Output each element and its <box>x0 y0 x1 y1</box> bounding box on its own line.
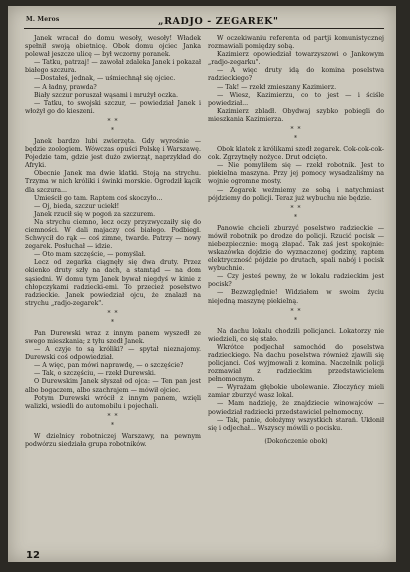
paragraph: — Nie pomyliłem się — rzekł robotnik. Jest to piekielna maszyna. Przy jej pomocy wysadzaliśmy na wojnie ogromne mosty. <box>208 162 384 186</box>
paragraph: Na dachu lokalu chodzili policjanci. Lokatorzy nie wiedzieli, co się stało. <box>208 327 384 343</box>
paragraph: — Czy jesteś pewny, że w lokalu radzieckim jest pocisk? <box>208 273 384 289</box>
paragraph: — Tatku, to swojski szczur, — powiedział Janek i włożył go do kieszeni. <box>25 99 201 115</box>
paragraph: — A więc druty idą do komina poselstwa radzieckiego? <box>208 67 384 83</box>
paragraph: W dzielnicy robotniczej Warszawy, na pewnym podwórzu siedziała grupa robotników. <box>25 432 201 448</box>
paragraph: Janek bardzo lubi zwierzęta. Gdy wyrośnie — będzie zoologiem. Wówczas opuści Polskę i Warszawę. Pojedzie tam, gdzie jest dużo zwierząt, naprzykład do Afryki. <box>25 137 201 170</box>
section-divider-stars: * * * <box>107 309 119 326</box>
story-title: „RADJO - ZEGAREK" <box>158 16 279 27</box>
left-section-1 <box>25 35 201 116</box>
paragraph: — Zegarek weźmiemy ze sobą i natychmiast pójdziemy do policji. Teraz już wybuchu nie będzie. <box>208 186 384 202</box>
left-section-2 <box>25 138 201 308</box>
section-divider-stars: * * * <box>107 412 119 429</box>
section-divider-stars: * * * <box>290 126 302 143</box>
paragraph: — A ładny, prawda? <box>34 83 97 91</box>
paragraph: Obok klatek z królikami szedł zegarek. Cok-cok-cok-cok. Zgrzytnęły nożyce. Drut odcięto. <box>208 146 384 162</box>
paragraph: — Mam nadzieję, że znajdziecie winowajców — powiedział radziecki przedstawiciel pełnomocny. <box>208 400 384 416</box>
left-section-4 <box>25 433 201 449</box>
section-divider-stars: * * * <box>290 307 302 324</box>
author-name: M. Meros <box>26 16 60 23</box>
paragraph: — Tatku, patrzaj! — zawołał zdaleka Janek i pokazał białego szczura. <box>25 59 201 75</box>
paragraph: Janek rzucił się w pogoń za szczurem. <box>34 210 156 218</box>
magazine-page <box>8 6 396 562</box>
paragraph: Janek wracał do domu wesoły, wesoły! Władek spełnił swoją obietnicę. Obok domu ojciec Janka polewał jeszcze ulicę — był wczorny poranek. <box>25 35 201 59</box>
paragraph: Umieścił go tam. Raptem coś skoczyło... <box>34 194 163 202</box>
right-section-4 <box>208 328 384 433</box>
right-section-3 <box>208 225 384 306</box>
paragraph: Na strychu ciemno, lecz oczy przyzwyczaiły się do ciemności. W dali majaczy coś białego. Podbiegł. Schwycił do rąk — coś zimne, twarde. Patrzy — nowy zegarek. Posłuchał — idzie. <box>25 218 201 251</box>
paragraph: Panowie chcieli zburzyć poselstwo radzieckie — mówił robotnik po drodze do policji. Rzucić pocisk — niebezpiecznie: mogą złapać. Tak zaś jest spokojnie: wskazówka dojdzie do wyznaczonej godziny, raptem elektryczność pójdzie po drutach, spali nabój i pocisk wybuchnie. <box>208 224 384 273</box>
paragraph: Wkrótce podjechał samochód do poselstwa radzieckiego. Na dachu poselstwa również zjawili się policjanci. Coś wyjmowali z komina. Naczelnik policji rozmawiał z radzieckim przedstawicielem pełnomocnym. <box>208 343 384 384</box>
section-divider-stars: * * * <box>290 204 302 221</box>
paragraph: Kazimierz zbladł. Obydwaj szybko pobiegli do mieszkania Kazimierza. <box>208 107 384 123</box>
paragraph: O Durewskim Janek słyszał od ojca: — Ten pan jest albo bogaczem, albo szachrajem — mówił ojciec. <box>25 378 201 394</box>
paragraph: W oczekiwaniu referenta od partji komunistycznej rozmawiali pomiędzy sobą. <box>208 35 384 51</box>
paragraph: Kazimierz opowiedział towarzyszowi o Jankowym „radjo-zegarku". <box>208 51 384 67</box>
paragraph: Potym Durewski wrócił z innym panem, wzięli walizki, wsiedli do automobilu i pojechali. <box>25 394 201 410</box>
paragraph: — Bezwzględnie! Widziałem w swoim życiu niejedną maszynę piekielną. <box>208 289 384 305</box>
right-section-2 <box>208 146 384 203</box>
paragraph: — A więc, pan mówi naprawdę, — o szczęście? <box>34 362 184 370</box>
paragraph: Pan Durewski wraz z innym panem wyszedł ze swego mieszkania; z tyłu szedł Janek. <box>25 329 201 345</box>
left-column <box>25 35 201 449</box>
right-section-1 <box>208 35 384 124</box>
right-column <box>208 35 384 446</box>
paragraph: — Oj, bieda, szczur uciekł! <box>34 202 120 210</box>
paragraph: Biały szczur poruszał wąsami i mrużył oczka. <box>34 91 178 99</box>
paragraph: — Wyrażam głębokie ubolewanie. Złoczyńcy mieli zamiar zburzyć wasz lokal. <box>208 384 384 400</box>
paragraph: — Tak! — rzekł zmieszany Kazimierz. <box>217 83 337 91</box>
paragraph: — Tak, panie, dołożymy wszystkich starań. Ukłonił się i odjechał... Wszyscy mówili o pocisku. <box>208 416 384 432</box>
page-number: 12 <box>26 550 40 561</box>
paragraph: — Oto mam szczęście, — pomyślał. <box>34 251 146 259</box>
paragraph: Obecnie Janek ma dwie klatki. Stoją na strychu. Trzyma w nich króliki i świnki morskie. Ogrodził kącik dla szczura... <box>25 170 201 194</box>
paragraph: — Tak, o szczęściu, — rzekł Durewski. <box>34 370 156 378</box>
paragraph: Lecz od zegarka ciągnęły się dwa druty. Przez okienko druty szły na dach, a stamtąd — na dom sąsiedni. W domu tym Janek bywał niegdyś w kinie z chłopczykami radziecki-emi. To przecież posełstwo radzieckie. Janek powiedział ojcu, że znalazł na strychu „radjo-zegarek". <box>25 259 201 307</box>
paragraph: — A czyje to są króliki? — spytał nieznajomy. Durewski coś odpowiedział. <box>25 346 201 362</box>
paragraph: — Wiesz, Kazimierzu, co to jest — i ściśle powiedział... <box>208 91 384 107</box>
paragraph: —Dostałeś, jednak, — uśmiechnął się ojciec. <box>34 75 176 83</box>
left-section-3 <box>25 330 201 411</box>
header-rule <box>24 28 384 29</box>
section-divider-stars: * * * <box>107 117 119 134</box>
continuation-note: (Dokończenie obok) <box>264 437 328 445</box>
